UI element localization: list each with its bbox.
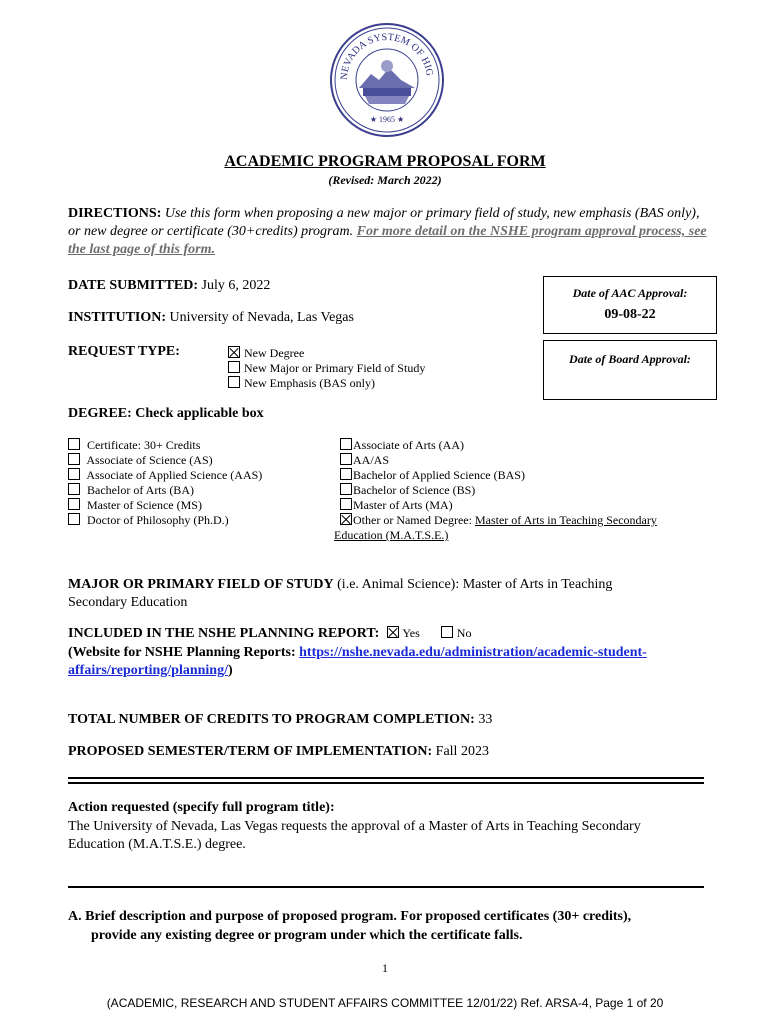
checkbox-unchecked[interactable] [228,361,240,373]
planning-url-link-cont[interactable]: affairs/reporting/planning/ [68,663,228,678]
other-degree-value-cont: Education (M.A.T.S.E.) [334,528,449,542]
divider-double-top [68,777,704,779]
board-approval-box [543,340,717,400]
date-submitted-label: DATE SUBMITTED: [68,278,199,293]
divider-double-bottom [68,782,704,784]
degree-label: DEGREE: Check applicable box [68,406,264,421]
planning-website-label: (Website for NSHE Planning Reports: [68,645,296,660]
directions-label: DIRECTIONS [68,206,157,221]
major-value: Master of Arts in Teaching [462,577,613,592]
checkbox-unchecked[interactable] [340,498,352,510]
checkbox-unchecked[interactable] [68,438,80,450]
request-type-label: REQUEST TYPE: [68,344,180,359]
major-value-cont: Secondary Education [68,595,188,610]
semester-row [68,744,489,760]
checkbox-unchecked[interactable] [68,498,80,510]
checkbox-checked[interactable] [340,513,352,525]
page-title: ACADEMIC PROGRAM PROPOSAL FORM [224,153,546,170]
semester-value: Fall 2023 [435,744,489,759]
checkbox-unchecked[interactable] [340,438,352,450]
directions-link[interactable]: For more detail on the NSHE program approval process, see the last page of this form. [68,224,707,257]
planning-label: INCLUDED IN THE NSHE PLANNING REPORT: [68,626,380,641]
page-number: 1 [382,961,388,975]
svg-text:★ 1965 ★: ★ 1965 ★ [369,115,405,124]
degree-option[interactable]: Master of Science (MS) [68,498,202,513]
degree-option[interactable]: Doctor of Philosophy (Ph.D.) [68,513,229,528]
degree-option[interactable]: Certificate: 30+ Credits [68,438,200,453]
checkbox-unchecked[interactable] [68,453,80,465]
request-option-new-degree[interactable]: New Degree [228,346,304,361]
major-hint: (i.e. Animal Science): [337,577,460,592]
planning-url-link[interactable]: https://nshe.nevada.edu/administration/academic-student- [299,645,647,660]
action-label: Action requested (specify full program title): [68,800,335,815]
degree-option[interactable]: Bachelor of Applied Science (BAS) [340,468,525,483]
institution-value: University of Nevada, Las Vegas [169,310,354,325]
directions-block: DIRECTIONS: Use this form when proposing a new major or primary field of study, new emphasis (BAS only), or new degree or certificate (30+credits) program. For more detail on the NSHE program approval process, see the last page of this form. [68,206,707,257]
checkbox-unchecked[interactable] [340,483,352,495]
semester-label: PROPOSED SEMESTER/TERM OF IMPLEMENTATION: [68,744,433,759]
planning-yes-checkbox[interactable] [387,626,399,638]
planning-no-label: No [456,626,472,640]
credits-value: 33 [478,712,493,727]
degree-option[interactable]: Associate of Applied Science (AAS) [68,468,262,483]
checkbox-unchecked[interactable] [340,453,352,465]
degree-option[interactable]: Bachelor of Arts (BA) [68,483,194,498]
planning-no-checkbox[interactable] [441,626,453,638]
checkbox-unchecked[interactable] [340,468,352,480]
svg-text:NEVADA SYSTEM OF HIGHER EDUCAT: NEVADA SYSTEM OF HIG [338,31,435,81]
credits-row [68,712,492,728]
board-approval-label: Date of Board Approval: [569,352,691,366]
aac-approval-box [543,276,717,334]
section-a-letter: A. [68,909,82,924]
aac-approval-value: 09-08-22 [604,307,656,322]
nshe-seal-logo [329,22,445,138]
checkbox-unchecked[interactable] [68,483,80,495]
degree-option[interactable]: AA/AS [340,453,389,468]
checkbox-checked[interactable] [228,346,240,358]
major-row [68,576,708,612]
revised-date: (Revised: March 2022) [328,173,442,187]
other-degree-value: Master of Arts in Teaching Secondary [474,513,657,527]
section-a: A. Brief description and purpose of proposed program. For proposed certificates (30+ credits), provide any existing degree or program under which the certificate falls. [68,909,632,943]
degree-option[interactable]: Bachelor of Science (BS) [340,483,475,498]
footer-reference: (ACADEMIC, RESEARCH AND STUDENT AFFAIRS COMMITTEE 12/01/22) Ref. ARSA-4, Page 1 of 20 [106,996,664,1010]
institution-row [68,310,354,326]
divider [68,886,704,888]
request-option-new-emphasis[interactable]: New Emphasis (BAS only) [228,376,375,391]
date-submitted-value: July 6, 2022 [201,278,271,293]
aac-approval-label: Date of AAC Approval: [572,286,688,300]
checkbox-unchecked[interactable] [228,376,240,388]
planning-yes-label: Yes [402,626,420,640]
checkbox-unchecked[interactable] [68,468,80,480]
action-text: The University of Nevada, Las Vegas requests the approval of a Master of Arts in Teaching Secondary Education (M.A.T.S.E.) degree. [68,819,641,852]
credits-label: TOTAL NUMBER OF CREDITS TO PROGRAM COMPLETION: [68,712,475,727]
degree-option[interactable]: Associate of Arts (AA) [340,438,464,453]
date-submitted-row [68,278,270,294]
request-option-new-major[interactable]: New Major or Primary Field of Study [228,361,425,376]
institution-label: INSTITUTION: [68,310,167,325]
degree-option[interactable]: Master of Arts (MA) [340,498,453,513]
directions-text: Use this form when proposing a new major or primary field of study, new emphasis (BAS only), or new degree or certificate (30+credits) program. [68,206,700,239]
planning-website-row: (Website for NSHE Planning Reports: https://nshe.nevada.edu/administration/academic-student- affairs/reporting/planning/) [68,645,647,678]
checkbox-unchecked[interactable] [68,513,80,525]
major-label: MAJOR OR PRIMARY FIELD OF STUDY [68,577,334,592]
degree-option[interactable]: Associate of Science (AS) [68,453,213,468]
planning-row [68,626,471,642]
degree-option-other[interactable]: Other or Named Degree: Master of Arts in Teaching Secondary [340,513,657,528]
